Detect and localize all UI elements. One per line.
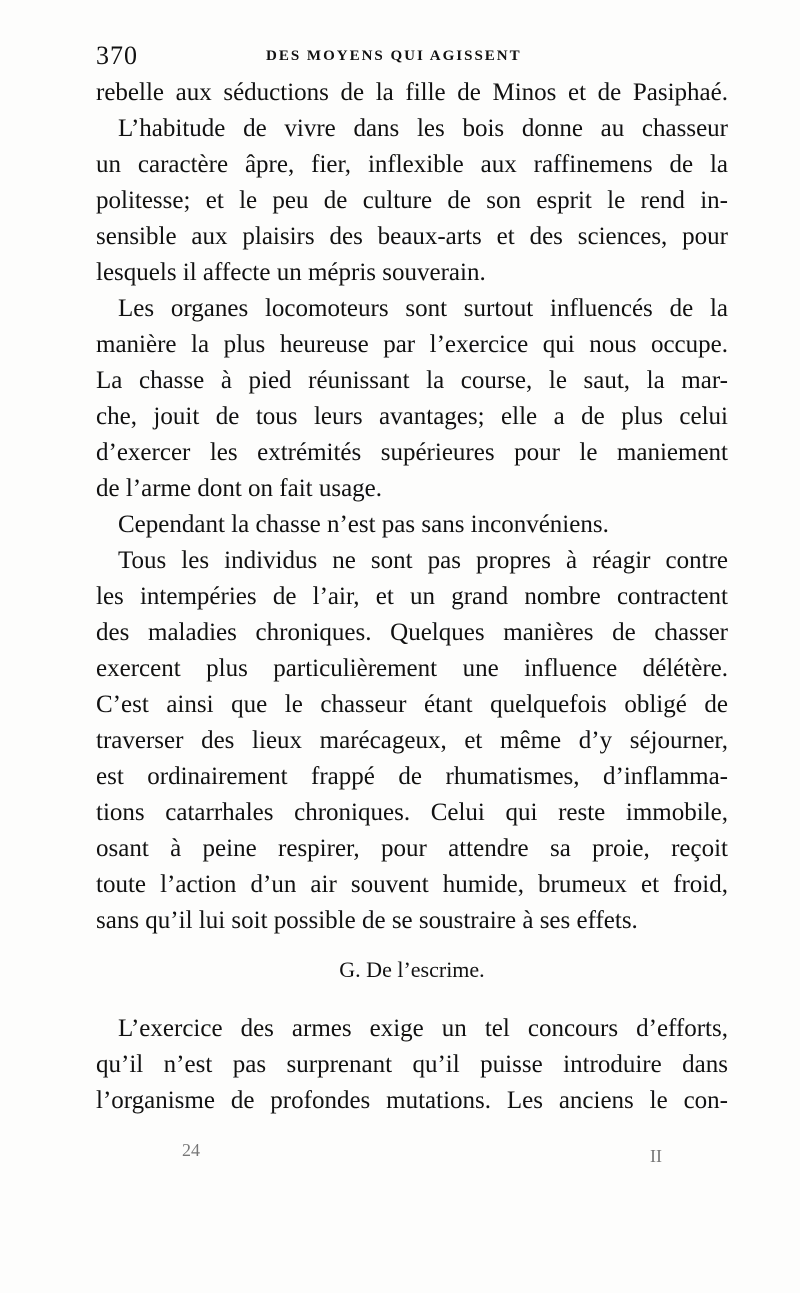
text-line: Les organes locomoteurs sont surtout influencés de la: [118, 295, 728, 322]
signature-mark: 24: [182, 1140, 200, 1160]
running-head: DES MOYENS QUI AGISSENT: [266, 48, 522, 64]
text-line: che, jouit de tous leurs avantages; elle a de plus celui: [96, 403, 728, 430]
text-line: sans qu’il lui soit possible de se soustraire à ses effets.: [96, 907, 638, 934]
text-line: exercent plus particulièrement une influence délétère.: [96, 655, 728, 682]
text-line: des maladies chroniques. Quelques manières de chasser: [96, 619, 728, 646]
text-line: qu’il n’est pas surprenant qu’il puisse introduire dans: [96, 1051, 728, 1078]
text-line: Cependant la chasse n’est pas sans inconvéniens.: [118, 511, 609, 538]
text-line: est ordinairement frappé de rhumatismes, d’inflamma-: [96, 763, 728, 790]
text-line: L’exercice des armes exige un tel concours d’efforts,: [118, 1015, 728, 1042]
text-line: sensible aux plaisirs des beaux-arts et des sciences, pour: [96, 223, 728, 250]
text-line: toute l’action d’un air souvent humide, brumeux et froid,: [96, 871, 728, 898]
page-number: 370: [96, 41, 138, 70]
text-line: lesquels il affecte un mépris souverain.: [96, 259, 486, 286]
text-line: Tous les individus ne sont pas propres à réagir contre: [118, 547, 728, 574]
text-line: L’habitude de vivre dans les bois donne au chasseur: [118, 115, 728, 142]
page-header: [96, 36, 728, 76]
text-line: C’est ainsi que le chasseur étant quelquefois obligé de: [96, 691, 728, 718]
text-line: manière la plus heureuse par l’exercice qui nous occupe.: [96, 331, 728, 358]
text-line: l’organisme de profondes mutations. Les anciens le con-: [96, 1087, 728, 1114]
text-line: un caractère âpre, fier, inflexible aux raffinemens de la: [96, 151, 728, 178]
text-line: de l’arme dont on fait usage.: [96, 475, 383, 502]
signature-mark-right: II: [650, 1146, 662, 1166]
text-line: tions catarrhales chroniques. Celui qui reste immobile,: [96, 799, 728, 826]
text-line: politesse; et le peu de culture de son esprit le rend in-: [96, 187, 728, 214]
text-line: les intempéries de l’air, et un grand nombre contractent: [96, 583, 728, 610]
text-line: La chasse à pied réunissant la course, le saut, la mar-: [96, 367, 728, 394]
section-subheading: G. De l’escrime.: [339, 957, 485, 982]
text-line: d’exercer les extrémités supérieures pour le maniement: [96, 439, 728, 466]
body-text: [96, 75, 728, 1119]
text-line: traverser des lieux marécageux, et même d’y séjourner,: [96, 727, 728, 754]
text-line: osant à peine respirer, pour attendre sa proie, reçoit: [96, 835, 728, 862]
text-line: rebelle aux séductions de la fille de Minos et de Pasiphaé.: [96, 79, 728, 106]
